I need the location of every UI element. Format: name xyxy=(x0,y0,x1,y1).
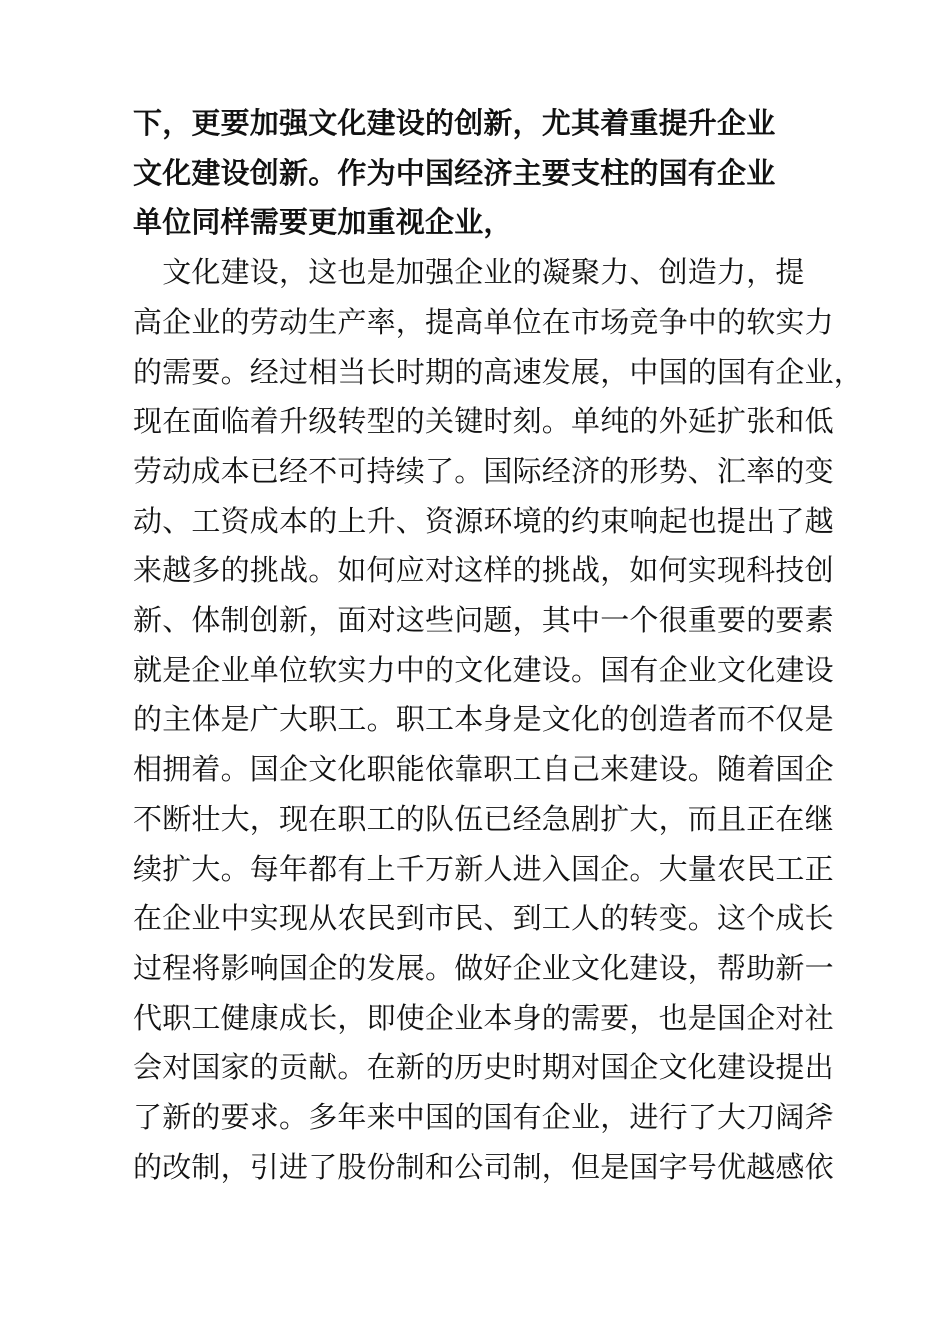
body-line-4: 现在面临着升级转型的关键时刻。单纯的外延扩张和低 xyxy=(133,404,834,439)
body-line-7: 来越多的挑战。如何应对这样的挑战，如何实现科技创 xyxy=(133,553,834,588)
body-line-6: 动、工资成本的上升、资源环境的约束响起也提出了越 xyxy=(133,503,834,538)
body-line-13: 续扩大。每年都有上千万新人进入国企。大量农民工正 xyxy=(133,851,834,886)
body-line-16: 代职工健康成长，即使企业本身的需要，也是国企对社 xyxy=(133,1000,834,1035)
body-line-17: 会对国家的贡献。在新的历史时期对国企文化建设提出 xyxy=(133,1050,834,1085)
body-line-15: 过程将影响国企的发展。做好企业文化建设，帮助新一 xyxy=(133,950,834,985)
heading-line-2: 文化建设创新。作为中国经济主要支柱的国有企业 xyxy=(133,155,776,190)
body-line-14: 在企业中实现从农民到市民、到工人的转变。这个成长 xyxy=(133,901,834,936)
body-line-8: 新、体制创新，面对这些问题，其中一个很重要的要素 xyxy=(133,603,834,638)
document-content xyxy=(133,99,863,1192)
body-line-2: 高企业的劳动生产率，提高单位在市场竞争中的软实力 xyxy=(133,304,834,339)
body-line-3: 的需要。经过相当长时期的高速发展，中国的国有企业， xyxy=(133,354,864,389)
body-line-18: 了新的要求。多年来中国的国有企业，进行了大刀阔斧 xyxy=(133,1100,834,1135)
body-line-19: 的改制，引进了股份制和公司制，但是国字号优越感依 xyxy=(133,1149,834,1184)
body-line-11: 相拥着。国企文化职能依靠职工自己来建设。随着国企 xyxy=(133,752,834,787)
body-line-1: 文化建设，这也是加强企业的凝聚力、创造力，提 xyxy=(133,255,805,290)
body-line-9: 就是企业单位软实力中的文化建设。国有企业文化建设 xyxy=(133,652,834,687)
body-line-12: 不断壮大，现在职工的队伍已经急剧扩大，而且正在继 xyxy=(133,801,834,836)
body-line-10: 的主体是广大职工。职工本身是文化的创造者而不仅是 xyxy=(133,702,834,737)
heading-line-3: 单位同样需要更加重视企业， xyxy=(133,205,513,240)
heading-line-1: 下，更要加强文化建设的创新，尤其着重提升企业 xyxy=(133,106,776,140)
body-line-5: 劳动成本已经不可持续了。国际经济的形势、汇率的变 xyxy=(133,453,834,488)
